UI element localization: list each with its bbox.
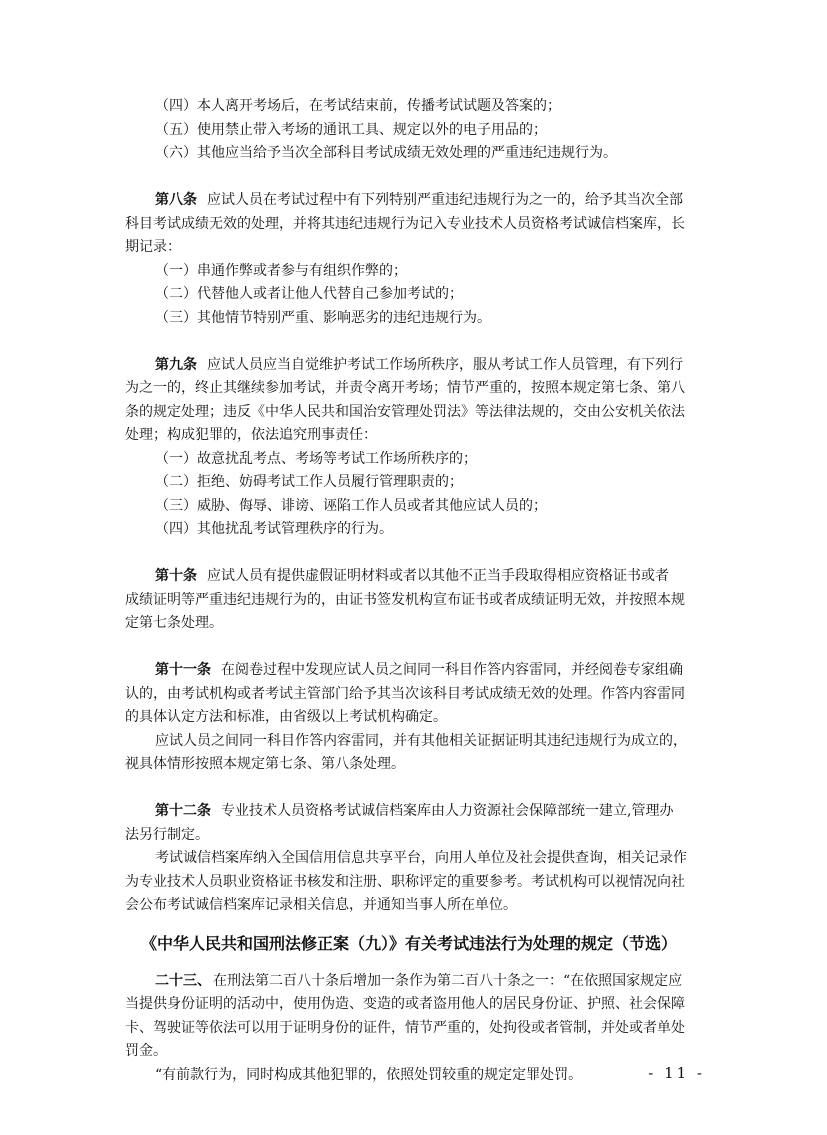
clause-23-line-1: 二十三、 在刑法第二百八十条后增加一条作为第二百八十条之一：“在依照国家规定应 [155, 972, 683, 989]
text-line: 为专业技术人员职业资格证书核发和注册、职称评定的重要参考。考试机构可以视情况向社 [125, 873, 685, 890]
section-title: 《中华人民共和国刑法修正案（九）》有关考试违法行为处理的规定（节选） [140, 933, 677, 953]
text-line: 成绩证明等严重违纪违规行为的，由证书签发机构宣布证书或者成绩证明无效，并按照本规 [125, 591, 685, 608]
text-line: 的具体认定方法和标准，由省级以上考试机构确定。 [125, 709, 447, 725]
text-line: 法另行制定。 [125, 826, 209, 843]
text-line: “有前款行为，同时构成其他犯罪的，依照处罚较重的规定定罪处罚。 [155, 1066, 583, 1083]
text-line: 考试诚信档案库纳入全国信用信息共享平台，向用人单位及社会提供查询，相关记录作 [155, 850, 687, 866]
list-item: （二）代替他人或者让他人代替自己参加考试的； [155, 286, 463, 302]
text-line: （六）其他应当给予当次全部科目考试成绩无效处理的严重违纪违规行为。 [155, 145, 617, 161]
text-line: 视具体情形按照本规定第七条、第八条处理。 [125, 756, 405, 772]
text-line: 卡、驾驶证等依法可以用于证明身份的证件，情节严重的，处拘役或者管制，并处或者单处 [125, 1019, 685, 1036]
text-line: 定第七条处理。 [125, 615, 223, 631]
article-10-line-1: 第十条 应试人员有提供虚假证明材料或者以其他不正当手段取得相应资格证书或者 [155, 568, 669, 584]
text-line: 当提供身份证明的活动中，使用伪造、变造的或者盗用他人的居民身份证、护照、社会保障 [125, 996, 685, 1012]
text-line: 罚金。 [125, 1043, 167, 1059]
article-11-line-1: 第十一条 在阅卷过程中发现应试人员之间同一科目作答内容雷同，并经阅卷专家组确 [155, 662, 683, 678]
document-page [125, 95, 705, 1087]
text-line: 处理；构成犯罪的，依法追究刑事责任： [125, 427, 377, 443]
text-line: （五）使用禁止带入考场的通讯工具、规定以外的电子用品的； [155, 121, 547, 138]
text-line: （四）本人离开考场后，在考试结束前，传播考试试题及答案的； [155, 98, 561, 114]
article-12-line-1: 第十二条 专业技术人员资格考试诚信档案库由人力资源社会保障部统一建立,管理办 [155, 803, 674, 819]
article-8-line-1: 第八条 应试人员在考试过程中有下列特别严重违纪违规行为之一的，给予其当次全部 [155, 192, 683, 208]
text-line: 应试人员之间同一科目作答内容雷同，并有其他相关证据证明其违纪违规行为成立的， [155, 732, 687, 749]
text-line: 为之一的，终止其继续参加考试，并责令离开考场；情节严重的，按照本规定第七条、第八 [125, 380, 685, 396]
article-10-label: 第十条 [155, 568, 197, 584]
article-11-label: 第十一条 [155, 662, 211, 678]
article-9-label: 第九条 [155, 356, 197, 373]
page-number: - 11 - [648, 1064, 705, 1082]
list-item: （一）串通作弊或者参与有组织作弊的； [155, 262, 407, 279]
list-item: （三）威胁、侮辱、诽谤、诬陷工作人员或者其他应试人员的； [155, 497, 547, 514]
list-item: （三）其他情节特别严重、影响恶劣的违纪违规行为。 [155, 309, 491, 326]
article-8-label: 第八条 [155, 192, 197, 208]
article-12-label: 第十二条 [155, 803, 211, 819]
list-item: （一）故意扰乱考点、考场等考试工作场所秩序的； [155, 450, 477, 467]
clause-23-label: 二十三、 [155, 972, 211, 989]
text-line: 会公布考试诚信档案库记录相关信息，并通知当事人所在单位。 [125, 897, 517, 913]
article-9-line-1: 第九条 应试人员应当自觉维护考试工作场所秩序，服从考试工作人员管理，有下列行 [155, 356, 683, 373]
text-line: 期记录： [125, 239, 181, 255]
list-item: （四）其他扰乱考试管理秩序的行为。 [155, 521, 393, 537]
text-line: 认的，由考试机构或者考试主管部门给予其当次该科目考试成绩无效的处理。作答内容雷同 [125, 685, 685, 702]
text-line: 条的规定处理；违反《中华人民共和国治安管理处罚法》等法律法规的，交由公安机关依法 [125, 403, 685, 420]
list-item: （二）拒绝、妨碍考试工作人员履行管理职责的； [155, 474, 463, 490]
text-line: 科目考试成绩无效的处理，并将其违纪违规行为记入专业技术人员资格考试诚信档案库，长 [125, 215, 685, 232]
